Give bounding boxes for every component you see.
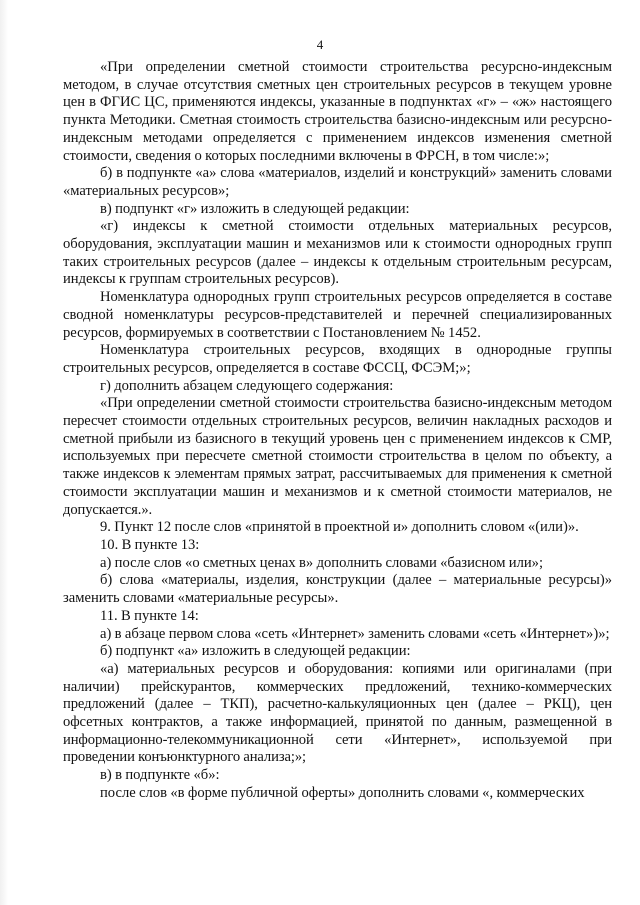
paragraph-subpoint-g: г) дополнить абзацем следующего содержания: — [100, 377, 394, 394]
paragraph-point-10: 10. В пункте 13: — [100, 536, 200, 553]
paragraph-subpoint-v: в) подпункт «г» изложить в следующей редакции: — [100, 200, 410, 217]
paragraph-point-10-b: б) слова «материалы, изделия, конструкции (далее – материальные ресурсы)» заменить словами «материальные ресурсы». — [63, 572, 612, 607]
paragraph-indices-definition: «г) индексы к сметной стоимости отдельных материальных ресурсов, оборудования, эксплуатации машин и механизмов или к стоимости однородных групп таких строительных ресурсов (далее – индексы к отдельным строительным ресурсам, индексы к группам строительных ресурсов). — [63, 218, 612, 288]
paragraph-basis-index-method: «При определении сметной стоимости строительства базисно-индексным методом пересчет стоимости отдельных строительных ресурсов, величин накладных расходов и сметной прибыли из базисного в текущий уровень цен с применением индексов к СМР, используемых при пересчете сметной стоимости строительства в целом по объекту, а также индексов к элементам прямых затрат, рассчитываемых для применения к сметной стоимости эксплуатации машин и механизмов и к сметной стоимости материалов, не допускается.». — [63, 395, 612, 518]
paragraph-point-11-v: в) в подпункте «б»: — [100, 767, 220, 784]
paragraph-subpoint-b: б) в подпункте «а» слова «материалов, изделий и конструкций» заменить словами «материальных ресурсов»; — [63, 165, 612, 199]
paragraph-nomenclature-groups: Номенклатура однородных групп строительных ресурсов определяется в составе сводной номенклатуры ресурсов-представителей и перечней специализированных ресурсов, формируемых в соответствии с Постановлением № 1452. — [63, 289, 612, 341]
paragraph-point-11: 11. В пункте 14: — [100, 607, 199, 624]
paragraph-public-offer: после слов «в форме публичной оферты» дополнить словами «, коммерческих — [100, 784, 585, 801]
paragraph-point-10-a: а) после слов «о сметных ценах в» дополнить словами «базисном или»; — [100, 554, 544, 571]
document-body — [63, 59, 612, 803]
page-number: 4 — [316, 37, 324, 52]
paragraph-point-11-b: б) подпункт «а» изложить в следующей редакции: — [100, 643, 411, 660]
paragraph-materials-sources: «а) материальных ресурсов и оборудования: копиями или оригиналами (при наличии) прейскурантов, коммерческих предложений, технико-коммерческих предложений (далее – ТКП), расчетно-калькуляционных цен (далее – РКЦ), цен офсетных контрактов, а также информацией, принятой по данным, размещенной в информационно-телекоммуникационной сети «Интернет», используемой при проведении конъюнктурного анализа;»; — [63, 660, 612, 766]
scan-edge-shadow — [0, 0, 8, 905]
paragraph-point-9: 9. Пункт 12 после слов «принятой в проектной и» дополнить словом «(или)». — [100, 519, 579, 536]
paragraph-methodology-intro: «При определении сметной стоимости строительства ресурсно-индексным методом, в случае отсутствия сметных цен строительных ресурсов в текущем уровне цен в ФГИС ЦС, применяются индексы, указанные в подпунктах «г» – «ж» настоящего пункта Методики. Сметная стоимость строительства базисно-индексным или ресурсно-индексным методами определяется с применением индексов изменения сметной стоимости, сведения о которых последними включены в ФРСН, в том числе:»; — [63, 59, 612, 164]
paragraph-point-11-a: а) в абзаце первом слова «сеть «Интернет» заменить словами «сеть «Интернет»)»; — [100, 625, 610, 642]
paragraph-nomenclature-resources: Номенклатура строительных ресурсов, входящих в однородные группы строительных ресурсов, определяется в составе ФССЦ, ФСЭМ;»; — [63, 342, 612, 376]
